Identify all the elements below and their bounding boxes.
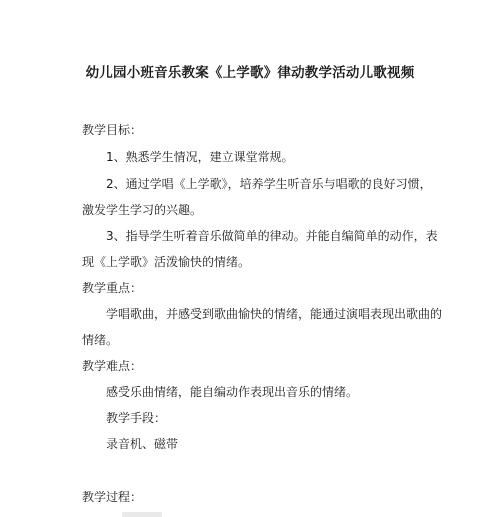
- goal-3-line-2: 现《上学歌》活泼愉快的情绪。: [82, 255, 251, 269]
- key-points-line-1: 学唱歌曲，并感受到歌曲愉快的情绪，能通过演唱表现出歌曲的: [106, 307, 443, 321]
- goal-3-line-1: 3、指导学生听着音乐做简单的律动。并能自编简单的动作，表: [106, 229, 438, 243]
- document-title: 幼儿园小班音乐教案《上学歌》律动教学活动儿歌视频: [85, 65, 415, 81]
- key-points-line-2: 情绪。: [82, 333, 119, 347]
- goal-1: 1、熟悉学生情况，建立课堂常规。: [106, 150, 294, 164]
- goal-2-line-2: 激发学生学习的兴趣。: [82, 203, 203, 217]
- goal-2-line-1: 2、通过学唱《上学歌》，培养学生听音乐与唱歌的良好习惯，: [106, 177, 432, 191]
- cutoff-next-line: [82, 510, 202, 517]
- means-heading: 教学手段：: [106, 411, 167, 425]
- difficulty-heading: 教学难点：: [82, 359, 143, 373]
- key-points-heading: 教学重点：: [82, 281, 143, 295]
- difficulty-text: 感受乐曲情绪，能自编动作表现出音乐的情绪。: [106, 385, 359, 399]
- means-text: 录音机、磁带: [106, 437, 179, 451]
- process-heading: 教学过程：: [82, 490, 143, 504]
- goals-heading: 教学目标：: [82, 123, 143, 137]
